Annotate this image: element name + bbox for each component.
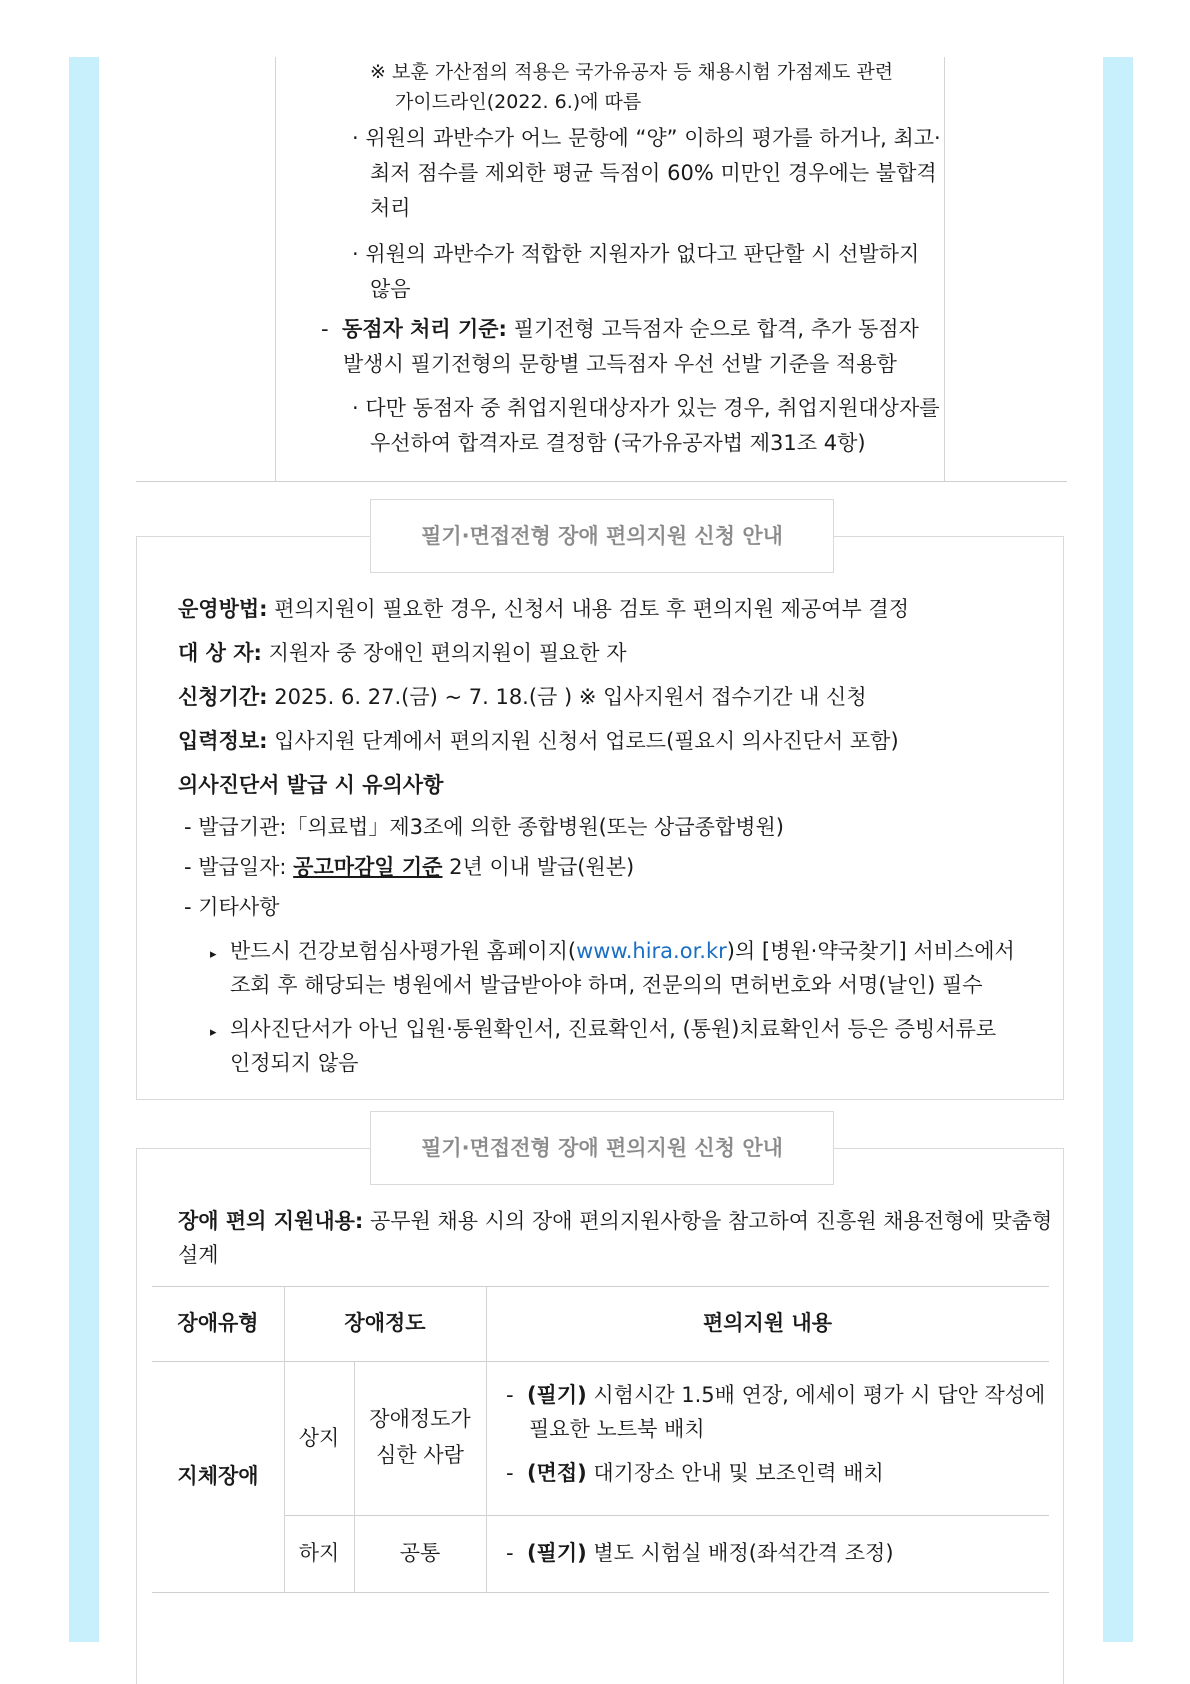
bullet-line: 않음 — [370, 277, 411, 301]
target-persons — [178, 638, 627, 668]
tie-rule-line — [321, 315, 919, 343]
dash-marker: - — [321, 317, 329, 341]
dash-marker: - — [506, 1461, 527, 1485]
box-title: 필기·면접전형 장애 편의지원 신청 안내 — [370, 1111, 834, 1185]
hira-website-link[interactable]: www.hira.or.kr — [576, 939, 727, 963]
caution-title — [178, 770, 443, 800]
field-label: 장애 편의 지원내용: — [178, 1209, 364, 1233]
support-text: 시험시간 1.5배 연장, 에세이 평가 시 답안 작성에 — [586, 1383, 1046, 1407]
support-content-cell — [506, 1380, 1045, 1410]
field-label: 신청기간: — [178, 685, 268, 709]
bullet-line: · 다만 동점자 중 취업지원대상자가 있는 경우, 취업지원대상자를 — [352, 396, 940, 420]
table-top-border — [152, 1286, 1049, 1287]
dash-marker: - — [506, 1383, 527, 1407]
triangle-bullet-icon: ▸ — [210, 947, 217, 962]
issue-date-line — [184, 852, 634, 882]
other-item-continuation: 인정되지 않음 — [230, 1051, 359, 1075]
other-item — [210, 936, 1015, 970]
bullet-line: · 위원의 과반수가 적합한 지원자가 없다고 판단할 시 선발하지 — [352, 242, 920, 266]
tie-rule-label: 동점자 처리 기준: — [341, 317, 507, 341]
table-row-divider — [284, 1515, 1049, 1516]
degree-cell: 심한 사람 — [376, 1443, 464, 1467]
field-label: 대 상 자: — [178, 641, 262, 665]
other-item-text: )의 [병원·약국찾기] 서비스에서 — [726, 939, 1015, 963]
field-label: 입력정보: — [178, 729, 268, 753]
bullet-line: 최저 점수를 제외한 평균 득점이 60% 미만인 경우에는 불합격 — [370, 161, 937, 185]
support-content-cell — [506, 1538, 894, 1568]
other-item-text: 반드시 건강보험심사평가원 홈페이지( — [230, 939, 577, 963]
support-tag: (필기) — [526, 1541, 587, 1565]
degree-cell: 장애정도가 — [369, 1407, 471, 1431]
note-line: ※ 보훈 가산점의 적용은 국가유공자 등 채용시험 가점제도 관련 — [370, 61, 894, 83]
other-item-text: 의사진단서가 아닌 입원·통원확인서, 진료확인서, (통원)치료확인서 등은 증빙서류로 — [230, 1017, 997, 1041]
limb-cell: 하지 — [298, 1541, 340, 1565]
input-info — [178, 726, 899, 756]
table-header-degree: 장애정도 — [344, 1311, 426, 1335]
field-value: 편의지원이 필요한 경우, 신청서 내용 검토 후 편의지원 제공여부 결정 — [267, 597, 909, 621]
support-text: 별도 시험실 배정(좌석간격 조정) — [586, 1541, 894, 1565]
support-text: 대기장소 안내 및 보조인력 배치 — [586, 1461, 884, 1485]
field-value: 입사지원 단계에서 편의지원 신청서 업로드(필요시 의사진단서 포함) — [267, 729, 899, 753]
table-bottom-border — [152, 1592, 1049, 1593]
left-decorative-bar — [69, 57, 99, 1642]
issue-date-suffix: 2년 이내 발급(원본) — [442, 855, 635, 879]
support-content — [178, 1206, 1052, 1236]
other-item-continuation: 조회 후 해당되는 병원에서 발급받아야 하며, 전문의의 면허번호와 서명(날인) 필수 — [230, 973, 983, 997]
support-content-continuation: 설계 — [178, 1243, 219, 1267]
table-header-type: 장애유형 — [177, 1311, 259, 1335]
degree-cell: 공통 — [399, 1541, 441, 1565]
issue-date-prefix: - 발급일자: — [184, 855, 294, 879]
tie-rule-text: 필기전형 고득점자 순으로 합격, 추가 동점자 — [506, 317, 919, 341]
operation-method — [178, 594, 909, 624]
triangle-bullet-icon: ▸ — [210, 1025, 217, 1040]
support-content-continuation: 필요한 노트북 배치 — [529, 1417, 705, 1441]
other-item — [210, 1014, 996, 1048]
box-title: 필기·면접전형 장애 편의지원 신청 안내 — [370, 499, 834, 573]
issue-date-emphasis: 공고마감일 기준 — [293, 855, 443, 879]
table-header-border — [152, 1361, 1049, 1362]
tie-rule-line: 발생시 필기전형의 문항별 고득점자 우선 선발 기준을 적용함 — [343, 352, 897, 376]
support-tag: (면접) — [526, 1461, 587, 1485]
support-content-cell — [506, 1458, 884, 1488]
issuer-line: - 발급기관:「의료법」제3조에 의한 종합병원(또는 상급종합병원) — [184, 815, 784, 839]
field-label: 운영방법: — [178, 597, 268, 621]
right-decorative-bar — [1103, 57, 1133, 1642]
dash-marker: - — [506, 1541, 527, 1565]
field-value: 공무원 채용 시의 장애 편의지원사항을 참고하여 진흥원 채용전형에 맞춤형 — [363, 1209, 1053, 1233]
caution-heading: 의사진단서 발급 시 유의사항 — [178, 773, 444, 797]
note-line: 가이드라인(2022. 6.)에 따름 — [395, 91, 642, 113]
disability-type-cell: 지체장애 — [177, 1464, 259, 1488]
field-value: 지원자 중 장애인 편의지원이 필요한 자 — [261, 641, 627, 665]
bullet-line: · 위원의 과반수가 어느 문항에 “양” 이하의 평가를 하거나, 최고· — [352, 126, 941, 150]
table-bottom-border — [136, 481, 1067, 482]
table-header-content: 편의지원 내용 — [702, 1311, 833, 1335]
application-period — [178, 682, 867, 712]
table-column-divider — [944, 57, 945, 481]
bullet-line: 우선하여 합격자로 결정함 (국가유공자법 제31조 4항) — [370, 431, 866, 455]
limb-cell: 상지 — [298, 1426, 340, 1450]
other-items-line: - 기타사항 — [184, 895, 280, 919]
field-value: 2025. 6. 27.(금) ~ 7. 18.(금 ) ※ 입사지원서 접수기간 내 신청 — [267, 685, 867, 709]
table-column-divider — [275, 57, 276, 481]
support-tag: (필기) — [526, 1383, 587, 1407]
bullet-line: 처리 — [370, 196, 411, 220]
